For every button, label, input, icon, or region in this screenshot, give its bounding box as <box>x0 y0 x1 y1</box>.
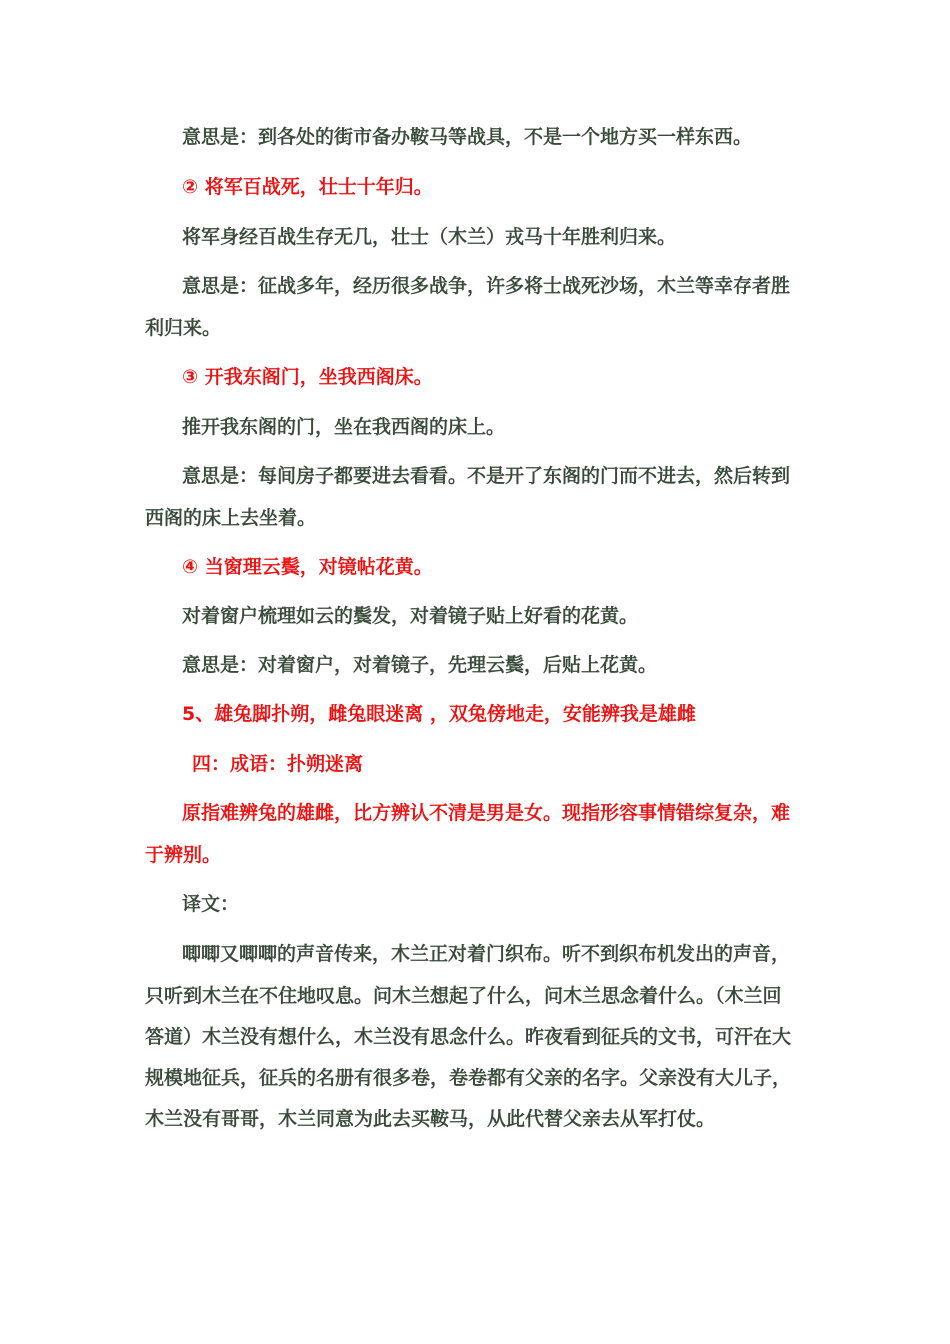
text-line: 意思是：征战多年，经历很多战争，许多将士战死沙场，木兰等幸存者胜 <box>182 275 791 297</box>
text-line: 推开我东阁的门，坐在我西阁的床上。 <box>182 416 506 438</box>
text-line: 规模地征兵，征兵的名册有很多卷，卷卷都有父亲的名字。父亲没有大儿子， <box>145 1067 792 1089</box>
translation-heading: 译文： <box>182 893 240 915</box>
text-line: 对着窗户梳理如云的鬓发，对着镜子贴上好看的花黄。 <box>182 605 639 627</box>
text-line: 意思是：到各处的街市备办鞍马等战具，不是一个地方买一样东西。 <box>182 126 753 148</box>
text-line: 将军身经百战生存无几，壮士（木兰）戎马十年胜利归来。 <box>182 226 677 248</box>
text-line: 意思是：对着窗户，对着镜子，先理云鬓，后贴上花黄。 <box>182 654 658 676</box>
text-line: 木兰没有哥哥，木兰同意为此去买鞍马，从此代替父亲去从军打仗。 <box>145 1108 716 1130</box>
text-line: 答道）木兰没有想什么，木兰没有思念什么。昨夜看到征兵的文书，可汗在大 <box>145 1026 792 1048</box>
quote-heading: ④ 当窗理云鬓，对镜帖花黄。 <box>182 556 433 578</box>
text-line: 只听到木兰在不住地叹息。问木兰想起了什么，问木兰思念着什么。（木兰回 <box>145 985 782 1007</box>
text-line: 西阁的床上去坐着。 <box>145 507 317 529</box>
text-line: 利归来。 <box>145 317 222 339</box>
quote-heading: ② 将军百战死，壮士十年归。 <box>182 176 433 198</box>
text-line: 原指难辨兔的雄雌，比方辨认不清是男是女。现指形容事情错综复杂，难 <box>182 802 791 824</box>
text-line: 于辨别。 <box>145 844 222 866</box>
quote-heading: ③ 开我东阁门，坐我西阁床。 <box>182 366 433 388</box>
quote-heading: 5、雄兔脚扑朔，雌兔眼迷离 ，双兔傍地走，安能辨我是雄雌 <box>182 703 696 725</box>
text-line: 唧唧又唧唧的声音传来，木兰正对着门织布。听不到织布机发出的声音， <box>182 943 791 965</box>
text-line: 意思是：每间房子都要进去看看。不是开了东阁的门而不进去，然后转到 <box>182 465 791 487</box>
section-heading: 四：成语：扑朔迷离 <box>192 753 364 775</box>
